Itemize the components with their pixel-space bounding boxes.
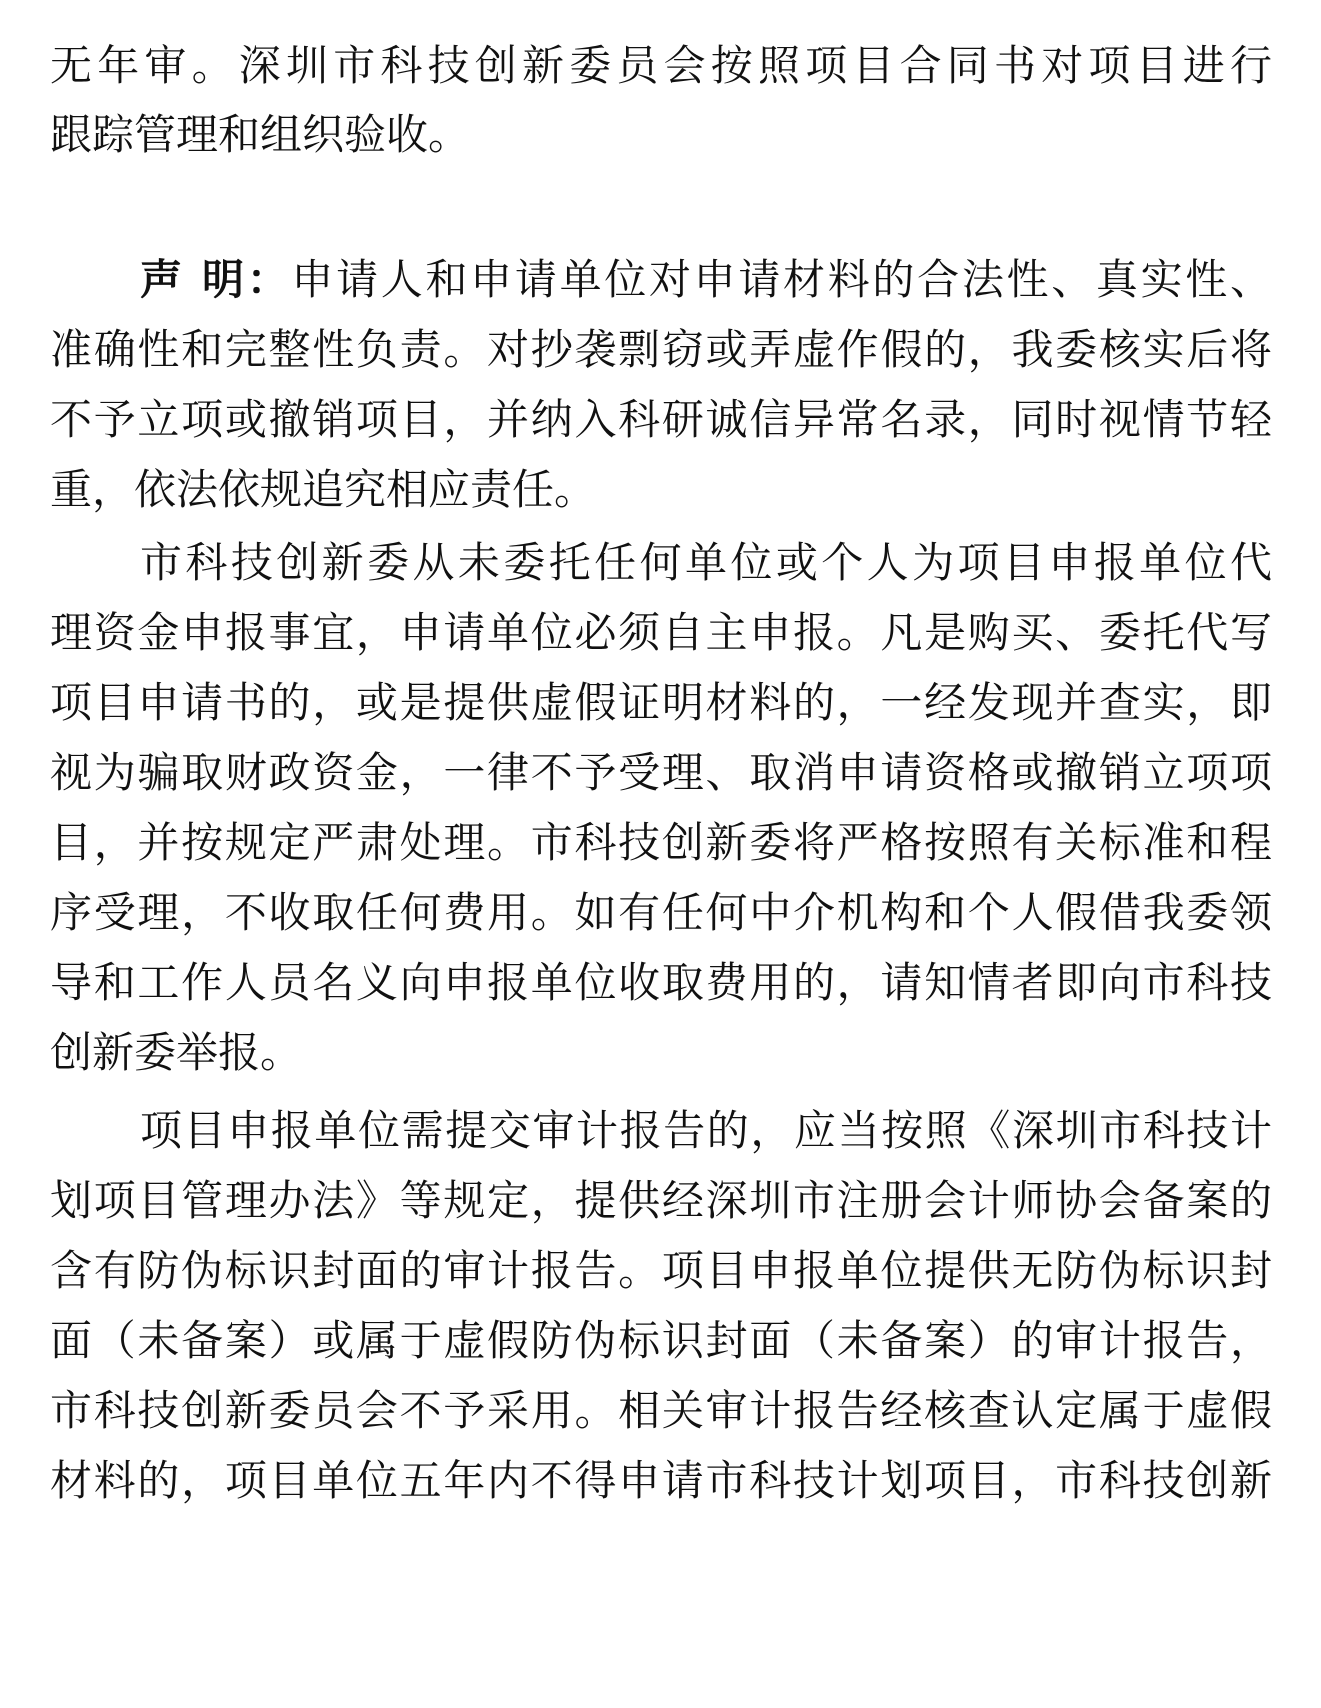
para3-line-6: 材料的，项目单位五年内不得申请市科技计划项目，市科技创新 xyxy=(50,1456,1272,1505)
para3-line-2: 划项目管理办法》等规定，提供经深圳市注册会计师协会备案的 xyxy=(50,1176,1272,1225)
para2-line-4: 视为骗取财政资金，一律不予受理、取消申请资格或撤销立项项 xyxy=(50,748,1272,797)
statement-line-2: 准确性和完整性负责。对抄袭剽窃或弄虚作假的，我委核实后将 xyxy=(50,325,1272,374)
para3-line-5: 市科技创新委员会不予采用。相关审计报告经核查认定属于虚假 xyxy=(50,1386,1272,1435)
para2-line-3: 项目申请书的，或是提供虚假证明材料的，一经发现并查实，即 xyxy=(50,678,1272,727)
intro-line-1: 无年审。深圳市科技创新委员会按照项目合同书对项目进行 xyxy=(50,41,1272,90)
statement-line-1 xyxy=(140,252,1272,308)
para3-line-4: 面（未备案）或属于虚假防伪标识封面（未备案）的审计报告， xyxy=(50,1316,1272,1365)
para2-line-7: 导和工作人员名义向申报单位收取费用的，请知情者即向市科技 xyxy=(50,958,1272,1007)
statement-line-4: 重，依法依规追究相应责任。 xyxy=(50,465,597,514)
para3-line-1: 项目申报单位需提交审计报告的，应当按照《深圳市科技计 xyxy=(140,1106,1272,1155)
statement-label: 声 明： xyxy=(140,255,292,304)
para2-line-2: 理资金申报事宜，申请单位必须自主申报。凡是购买、委托代写 xyxy=(50,608,1272,657)
para2-line-6: 序受理，不收取任何费用。如有任何中介机构和个人假借我委领 xyxy=(50,888,1272,937)
para2-line-5: 目，并按规定严肃处理。市科技创新委将严格按照有关标准和程 xyxy=(50,818,1272,867)
statement-line-3: 不予立项或撤销项目，并纳入科研诚信异常名录，同时视情节轻 xyxy=(50,395,1272,444)
para2-line-1: 市科技创新委从未委托任何单位或个人为项目申报单位代 xyxy=(140,538,1272,587)
intro-line-2: 跟踪管理和组织验收。 xyxy=(50,110,471,159)
para3-line-3: 含有防伪标识封面的审计报告。项目申报单位提供无防伪标识封 xyxy=(50,1246,1272,1295)
statement-line-1-text: 申请人和申请单位对申请材料的合法性、真实性、 xyxy=(291,255,1272,304)
para2-line-8: 创新委举报。 xyxy=(50,1028,303,1077)
